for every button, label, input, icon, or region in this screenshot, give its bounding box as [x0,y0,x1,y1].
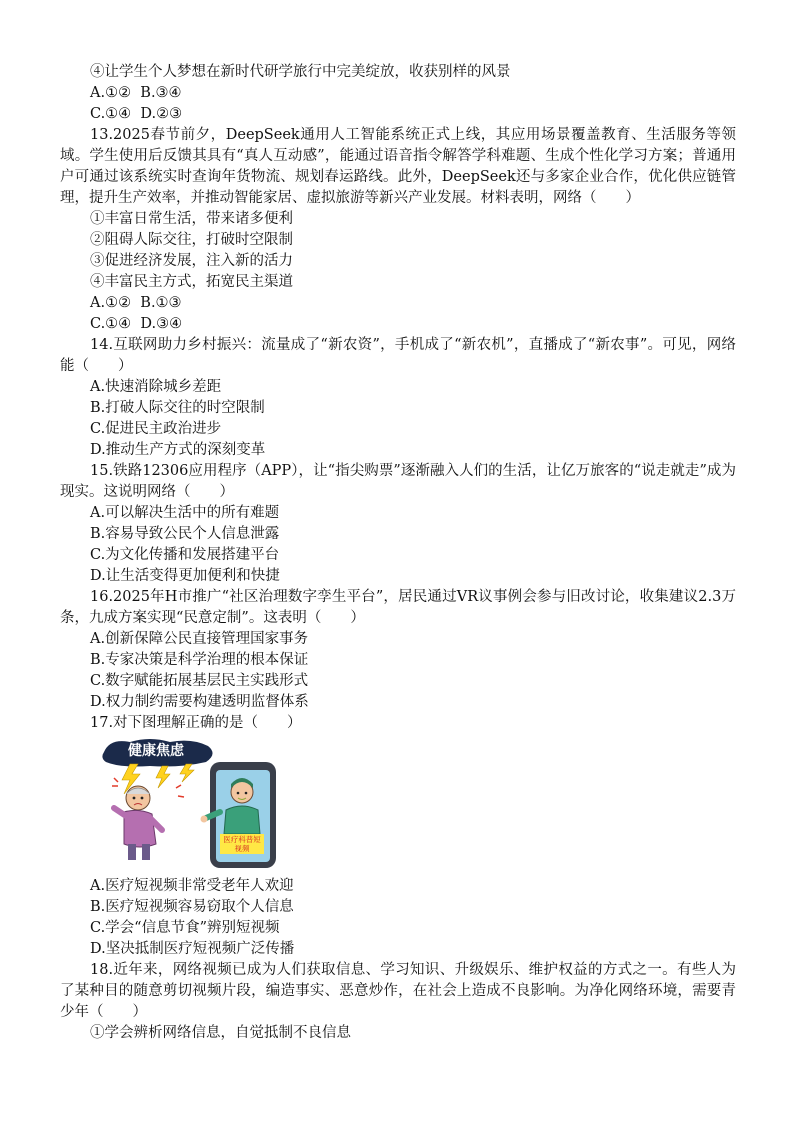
q13-options-ab: A.①② B.①③ [90,295,182,311]
q17-option-b: B.医疗短视频容易窃取个人信息 [90,899,294,915]
q17-option-a: A.医疗短视频非常受老年人欢迎 [90,878,294,894]
q15-option-d: D.让生活变得更加便利和快捷 [90,568,280,584]
q12-options-cd: C.①④ D.②③ [90,106,183,122]
q13-stem: 13.2025春节前夕，DeepSeek通用人工智能系统正式上线，其应用场景覆盖教育、生活服务等领域。学生使用后反馈其具有“真人互动感”，能通过语音指令解答学科难题、生成个性化学习方案；普通用户可通过该系统实时查询年货物流、规划春运路线。此外，DeepSeek还与多家企业合作，优化供应链管理，提升生产效率，并推动智能家居、虚拟旅游等新兴产业发展。材料表明，网络（ ） [60,127,736,206]
phone-sign-label: 医疗科普短视频 [220,834,264,854]
q15-option-a: A.可以解决生活中的所有难题 [90,505,280,521]
q18-stem: 18.近年来，网络视频已成为人们获取信息、学习知识、升级娱乐、维护权益的方式之一。有些人为了某种目的随意剪切视频片段，编造事实、恶意炒作，在社会上造成不良影响。为净化网络环境，需要青少年（ ） [60,962,736,1020]
q17-stem: 17.对下图理解正确的是（ ） [90,715,302,731]
q12-options-ab: A.①② B.③④ [90,85,182,101]
q13-options-cd: C.①④ D.③④ [90,316,183,332]
q16-option-b: B.专家决策是科学治理的根本保证 [90,652,309,668]
q13-item-3: ③促进经济发展，注入新的活力 [90,253,293,269]
q16-option-a: A.创新保障公民直接管理国家事务 [90,631,309,647]
q16-option-d: D.权力制约需要构建透明监督体系 [90,694,309,710]
q15-stem: 15.铁路12306应用程序（APP），让“指尖购票”逐渐融入人们的生活，让亿万旅客的“说走就走”成为现实。这说明网络（ ） [60,463,736,500]
q15-option-c: C.为文化传播和发展搭建平台 [90,547,280,563]
q12-item-4: ④让学生个人梦想在新时代研学旅行中完美绽放，收获别样的风景 [90,64,511,80]
q13-item-4: ④丰富民主方式，拓宽民主渠道 [90,274,293,290]
q18-item-1: ①学会辨析网络信息，自觉抵制不良信息 [90,1025,351,1041]
q17-option-d: D.坚决抵制医疗短视频广泛传播 [90,941,295,957]
q14-stem: 14.互联网助力乡村振兴：流量成了“新农资”，手机成了“新农机”，直播成了“新农事”。可见，网络能（ ） [60,337,736,374]
q17-option-c: C.学会“信息节食”辨别短视频 [90,920,280,936]
q14-option-c: C.促进民主政治进步 [90,421,222,437]
question-content [60,62,736,1044]
q16-option-c: C.数字赋能拓展基层民主实践形式 [90,673,309,689]
q13-item-2: ②阻碍人际交往，打破时空限制 [90,232,293,248]
q14-option-a: A.快速消除城乡差距 [90,379,222,395]
q16-stem: 16.2025年H市推广“社区治理数字孪生平台”，居民通过VR议事例会参与旧改讨论，收集建议2.3万条，九成方案实现“民意定制”。这表明（ ） [60,589,736,626]
q14-option-d: D.推动生产方式的深刻变革 [90,442,266,458]
q15-option-b: B.容易导致公民个人信息泄露 [90,526,280,542]
q13-item-1: ①丰富日常生活，带来诸多便利 [90,211,293,227]
cartoon-figure [100,738,280,870]
q14-option-b: B.打破人际交往的时空限制 [90,400,265,416]
figure-title-banner: 健康焦虑 [128,743,184,759]
